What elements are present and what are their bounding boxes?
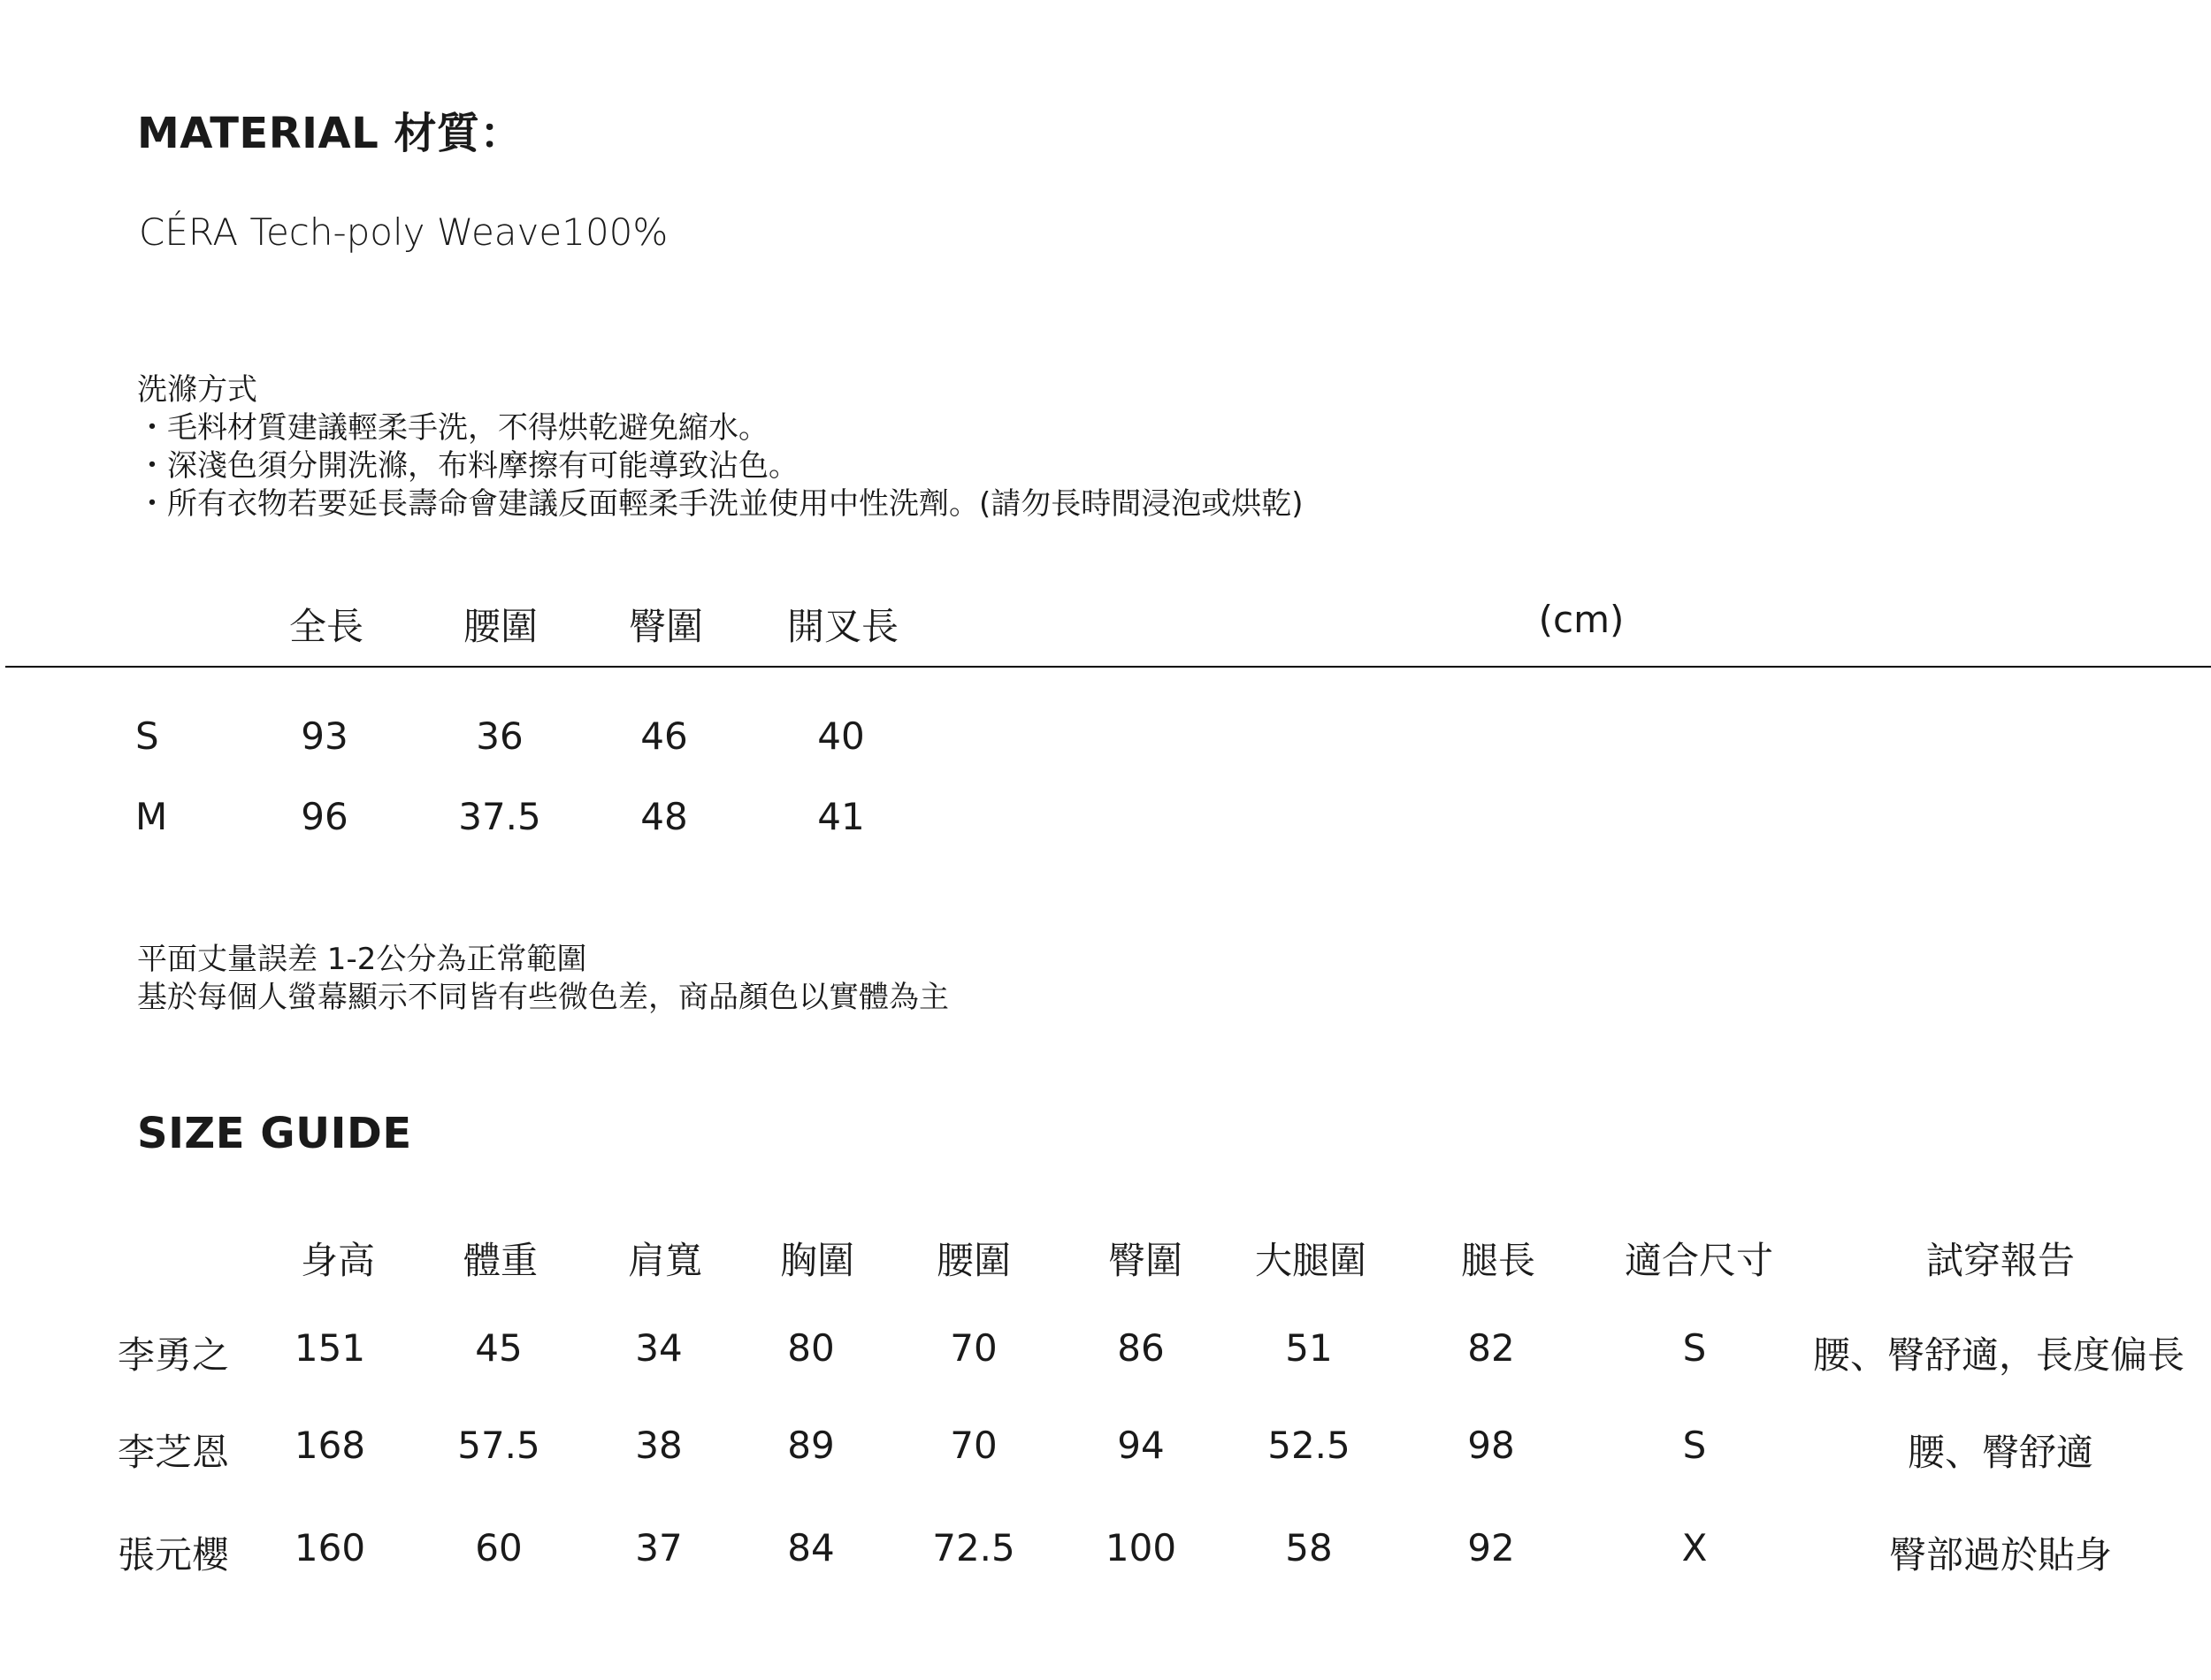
cell: 160 (294, 1526, 366, 1569)
cell: 51 (1285, 1326, 1333, 1370)
cell: 34 (635, 1326, 683, 1370)
cell: 45 (475, 1326, 523, 1370)
material-fabric: CÉRA Tech-poly Weave100% (139, 210, 669, 254)
cell: 37.5 (458, 795, 541, 838)
header-height: 身高 (300, 1239, 376, 1282)
care-line: ・所有衣物若要延長壽命會建議反面輕柔手洗並使用中性洗劑。(請勿長時間浸泡或烘乾) (137, 486, 1304, 522)
cell: 60 (475, 1526, 523, 1569)
cell: S (1682, 1326, 1707, 1370)
header-fit-report: 試穿報告 (1925, 1239, 2076, 1282)
cell: 168 (294, 1424, 366, 1467)
fit-report: 腰、臀舒適 (1907, 1431, 2094, 1474)
fit-report: 腰、臀舒適，長度偏長 (1812, 1333, 2185, 1377)
cell: 98 (1467, 1424, 1515, 1467)
cell: 100 (1105, 1526, 1177, 1569)
cell: 38 (635, 1424, 683, 1467)
cell: 52.5 (1267, 1424, 1350, 1467)
cell: 46 (640, 714, 688, 758)
header-weight: 體重 (463, 1239, 539, 1282)
cell: 70 (950, 1326, 998, 1370)
size-label: S (135, 714, 159, 758)
note-line: 平面丈量誤差 1-2公分為正常範圍 (137, 942, 587, 977)
model-name: 李芝恩 (118, 1431, 230, 1474)
cell: S (1682, 1424, 1707, 1467)
header-shoulder: 肩寬 (627, 1239, 703, 1282)
cell: 84 (787, 1526, 835, 1569)
note-line: 基於每個人螢幕顯示不同皆有些微色差，商品顏色以實體為主 (137, 980, 949, 1015)
model-name: 李勇之 (118, 1333, 230, 1377)
cell: 93 (301, 714, 348, 758)
cell: 57.5 (457, 1424, 540, 1467)
header-waist: 腰圍 (936, 1239, 1012, 1282)
header-slit-length: 開叉長 (786, 605, 899, 648)
cell: 86 (1117, 1326, 1165, 1370)
cell: 82 (1467, 1326, 1515, 1370)
cell: 41 (817, 795, 865, 838)
header-total-length: 全長 (288, 605, 364, 648)
cell: 80 (787, 1326, 835, 1370)
fit-report: 臀部過於貼身 (1888, 1533, 2113, 1577)
care-line: ・深淺色須分開洗滌，布料摩擦有可能導致沾色。 (137, 448, 799, 484)
care-title: 洗滌方式 (137, 372, 257, 408)
measurement-notes (137, 941, 949, 1017)
header-waist: 腰圍 (463, 605, 539, 648)
header-chest: 胸圍 (779, 1239, 855, 1282)
header-leg-length: 腿長 (1460, 1239, 1536, 1282)
header-hip: 臀圍 (1107, 1239, 1183, 1282)
cell: 70 (950, 1424, 998, 1467)
cell: 92 (1467, 1526, 1515, 1569)
cell: 37 (635, 1526, 683, 1569)
cell: 94 (1117, 1424, 1165, 1467)
table-divider (5, 666, 2211, 668)
cell: 48 (640, 795, 688, 838)
cell: 89 (787, 1424, 835, 1467)
unit-label: (cm) (1538, 598, 1625, 641)
material-title: MATERIAL 材質： (137, 109, 523, 158)
cell: 72.5 (932, 1526, 1015, 1569)
header-thigh: 大腿圍 (1254, 1239, 1367, 1282)
care-line: ・毛料材質建議輕柔手洗，不得烘乾避免縮水。 (137, 410, 769, 446)
size-guide-title: SIZE GUIDE (137, 1109, 412, 1158)
cell: 96 (301, 795, 348, 838)
header-hip: 臀圍 (628, 605, 704, 648)
care-instructions (137, 371, 1304, 523)
cell: 151 (294, 1326, 366, 1370)
cell: X (1681, 1526, 1708, 1569)
header-fit-size: 適合尺寸 (1624, 1239, 1774, 1282)
cell: 58 (1285, 1526, 1333, 1569)
cell: 40 (817, 714, 865, 758)
size-label: M (135, 795, 168, 838)
cell: 36 (476, 714, 524, 758)
model-name: 張元櫻 (118, 1533, 230, 1577)
